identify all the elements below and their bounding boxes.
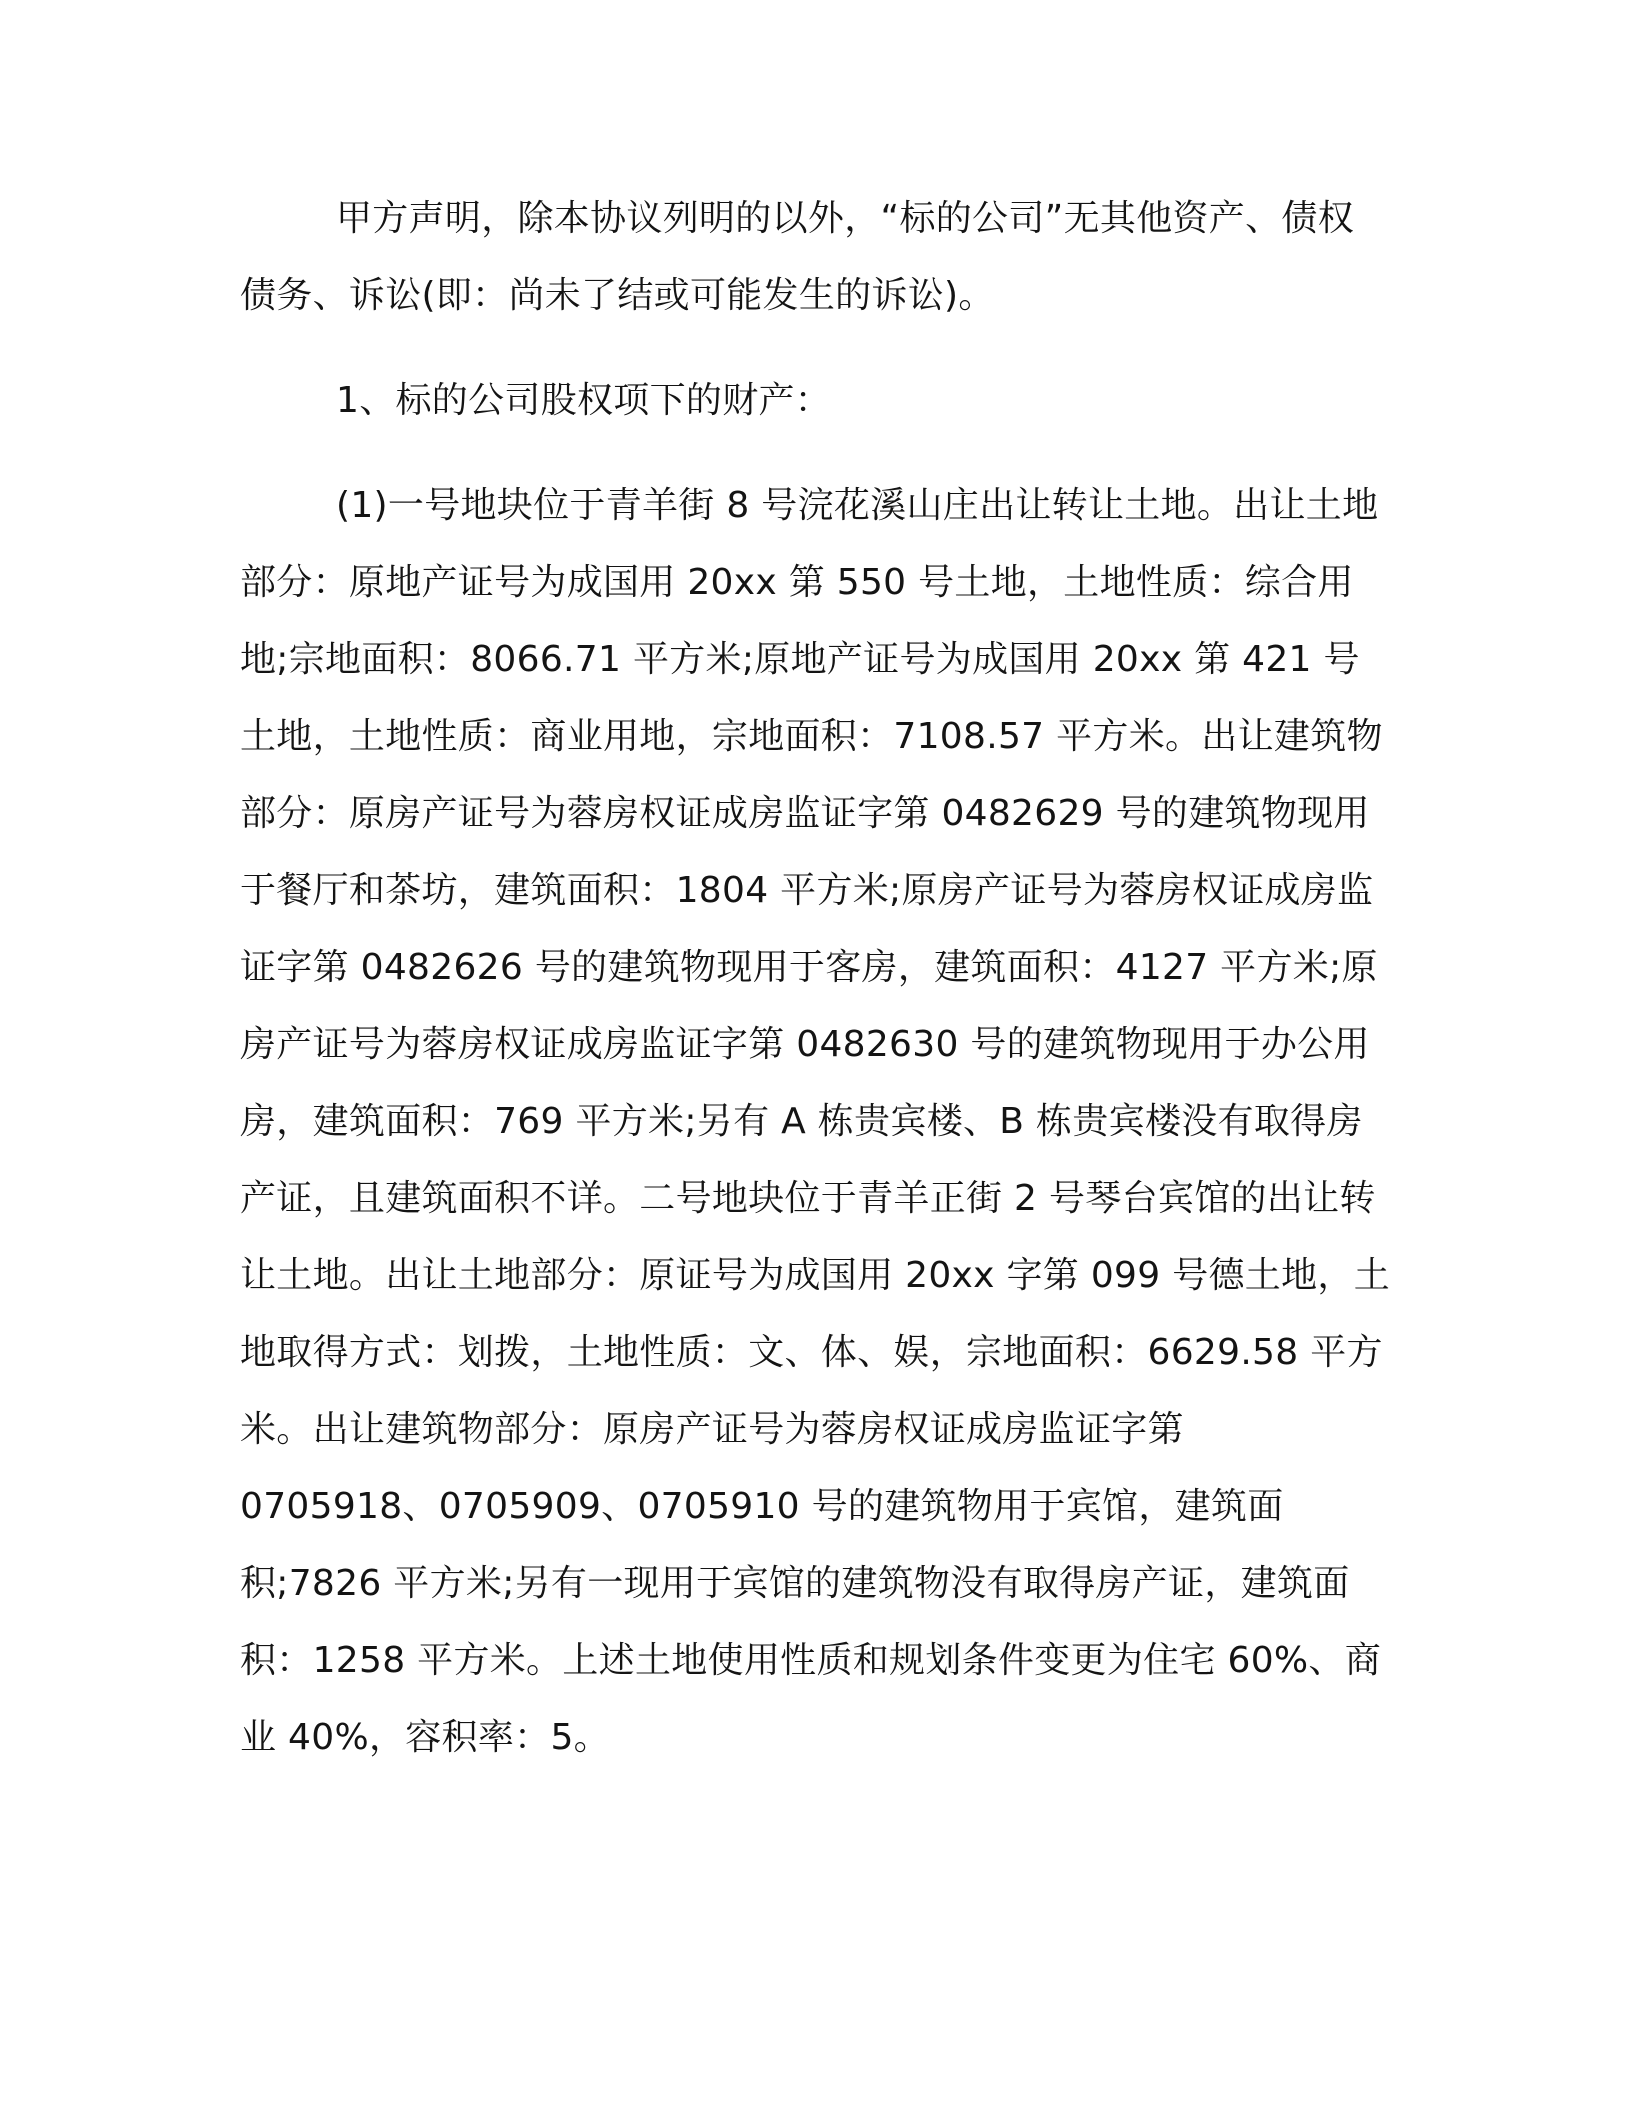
section-heading: 1、标的公司股权项下的财产： xyxy=(336,380,832,421)
paragraph-declaration: 甲方声明，除本协议列明的以外，“标的公司”无其他资产、债权债务、诉讼(即：尚未了结或可能发生的诉讼)。 xyxy=(240,198,1355,316)
document-body xyxy=(240,180,1390,1776)
paragraph-property-details: (1)一号地块位于青羊街 8 号浣花溪山庄出让转让土地。出让土地部分：原地产证号为成国用 20xx 第 550 号土地，土地性质：综合用地;宗地面积：8066.71 平方米;原地产证号为成国用 20xx 第 421 号土地，土地性质：商业用地，宗地面积：7108.57 平方米。出让建筑物部分：原房产证号为蓉房权证成房监证字第 0482629 号的建筑物现用于餐厅和茶坊，建筑面积：1804 平方米;原房产证号为蓉房权证成房监证字第 0482626 号的建筑物现用于客房，建筑面积：4127 平方米;原房产证号为蓉房权证成房监证字第 0482630 号的建筑物现用于办公用房，建筑面积：769 平方米;另有 A 栋贵宾楼、B 栋贵宾楼没有取得房产证，且建筑面积不详。二号地块位于青羊正街 2 号琴台宾馆的出让转让土地。出让土地部分：原证号为成国用 20xx 字第 099 号德土地，土地取得方式：划拨，土地性质：文、体、娱，宗地面积：6629.58 平方米。出让建筑物部分：原房产证号为蓉房权证成房监证字第 0705918、0705909、0705910 号的建筑物用于宾馆，建筑面积;7826 平方米;另有一现用于宾馆的建筑物没有取得房产证，建筑面积：1258 平方米。上述土地使用性质和规划条件变更为住宅 60%、商业 40%，容积率：5。 xyxy=(240,485,1391,1758)
